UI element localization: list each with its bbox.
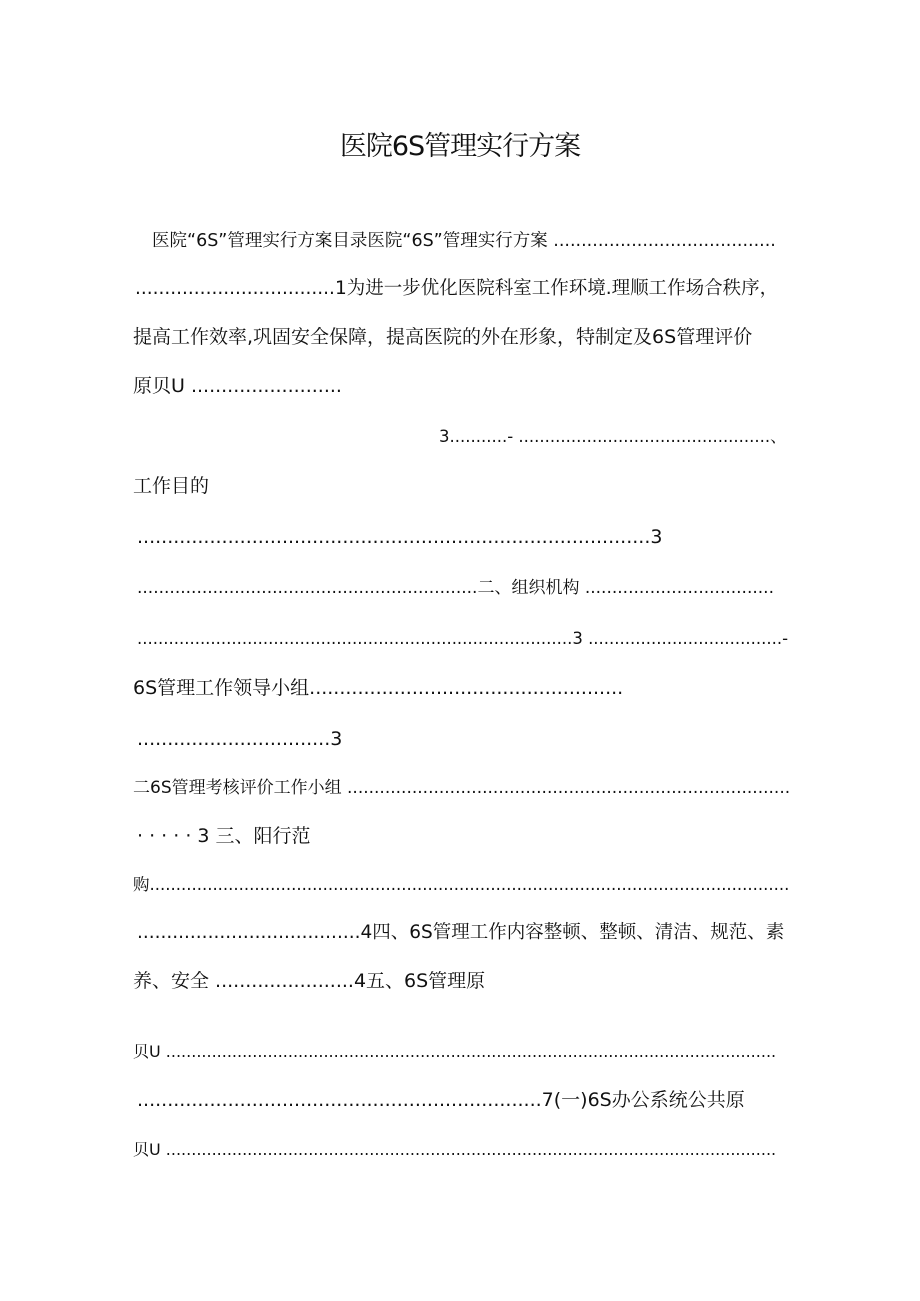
toc-line-5: 3...........- ................................................、 — [439, 427, 787, 446]
toc-line-4: 原贝U ......................... — [133, 375, 342, 397]
toc-line-16: 养、安全 .......................4五、6S管理原 — [133, 970, 486, 992]
toc-line-8: ...............................................................二、组织机构 ................................... — [137, 578, 774, 598]
toc-line-10: 6S管理工作领导小组.................................................... — [133, 677, 624, 699]
toc-line-13: · · · · · 3 三、阳行范 — [137, 825, 311, 847]
toc-line-14: 购.......................................................................................................................... — [133, 875, 790, 894]
toc-line-17: 贝U ........................................................................................................................ — [133, 1042, 777, 1061]
toc-line-15: ......................................4四、6S管理工作内容整顿、整顿、清洁、规范、素 — [137, 922, 785, 943]
toc-line-9: ...................................................................................3 .....................................- — [137, 629, 789, 648]
toc-line-7: .....................................................................................3 — [137, 526, 663, 548]
toc-line-1: 医院“6S”管理实行方案目录医院“6S”管理实行方案 ........................................ — [152, 231, 776, 251]
toc-line-6: 工作目的 — [133, 475, 210, 497]
toc-line-3: 提高工作效率,巩固安全保障，提高医院的外在形象，特制定及6S管理评价 — [133, 326, 753, 348]
toc-line-11: ................................3 — [137, 728, 343, 750]
toc-line-2: ..................................1为进一步优化医院科室工作环境.理顺工作场合秩序， — [135, 278, 779, 299]
toc-line-18: ...................................................................7(一)6S办公系统公共原 — [137, 1089, 745, 1111]
document-title: 医院6S管理实行方案 — [339, 131, 581, 162]
toc-line-12: 二6S管理考核评价工作小组 .................................................................................. — [133, 778, 791, 798]
toc-line-19: 贝U ........................................................................................................................ — [133, 1140, 777, 1159]
